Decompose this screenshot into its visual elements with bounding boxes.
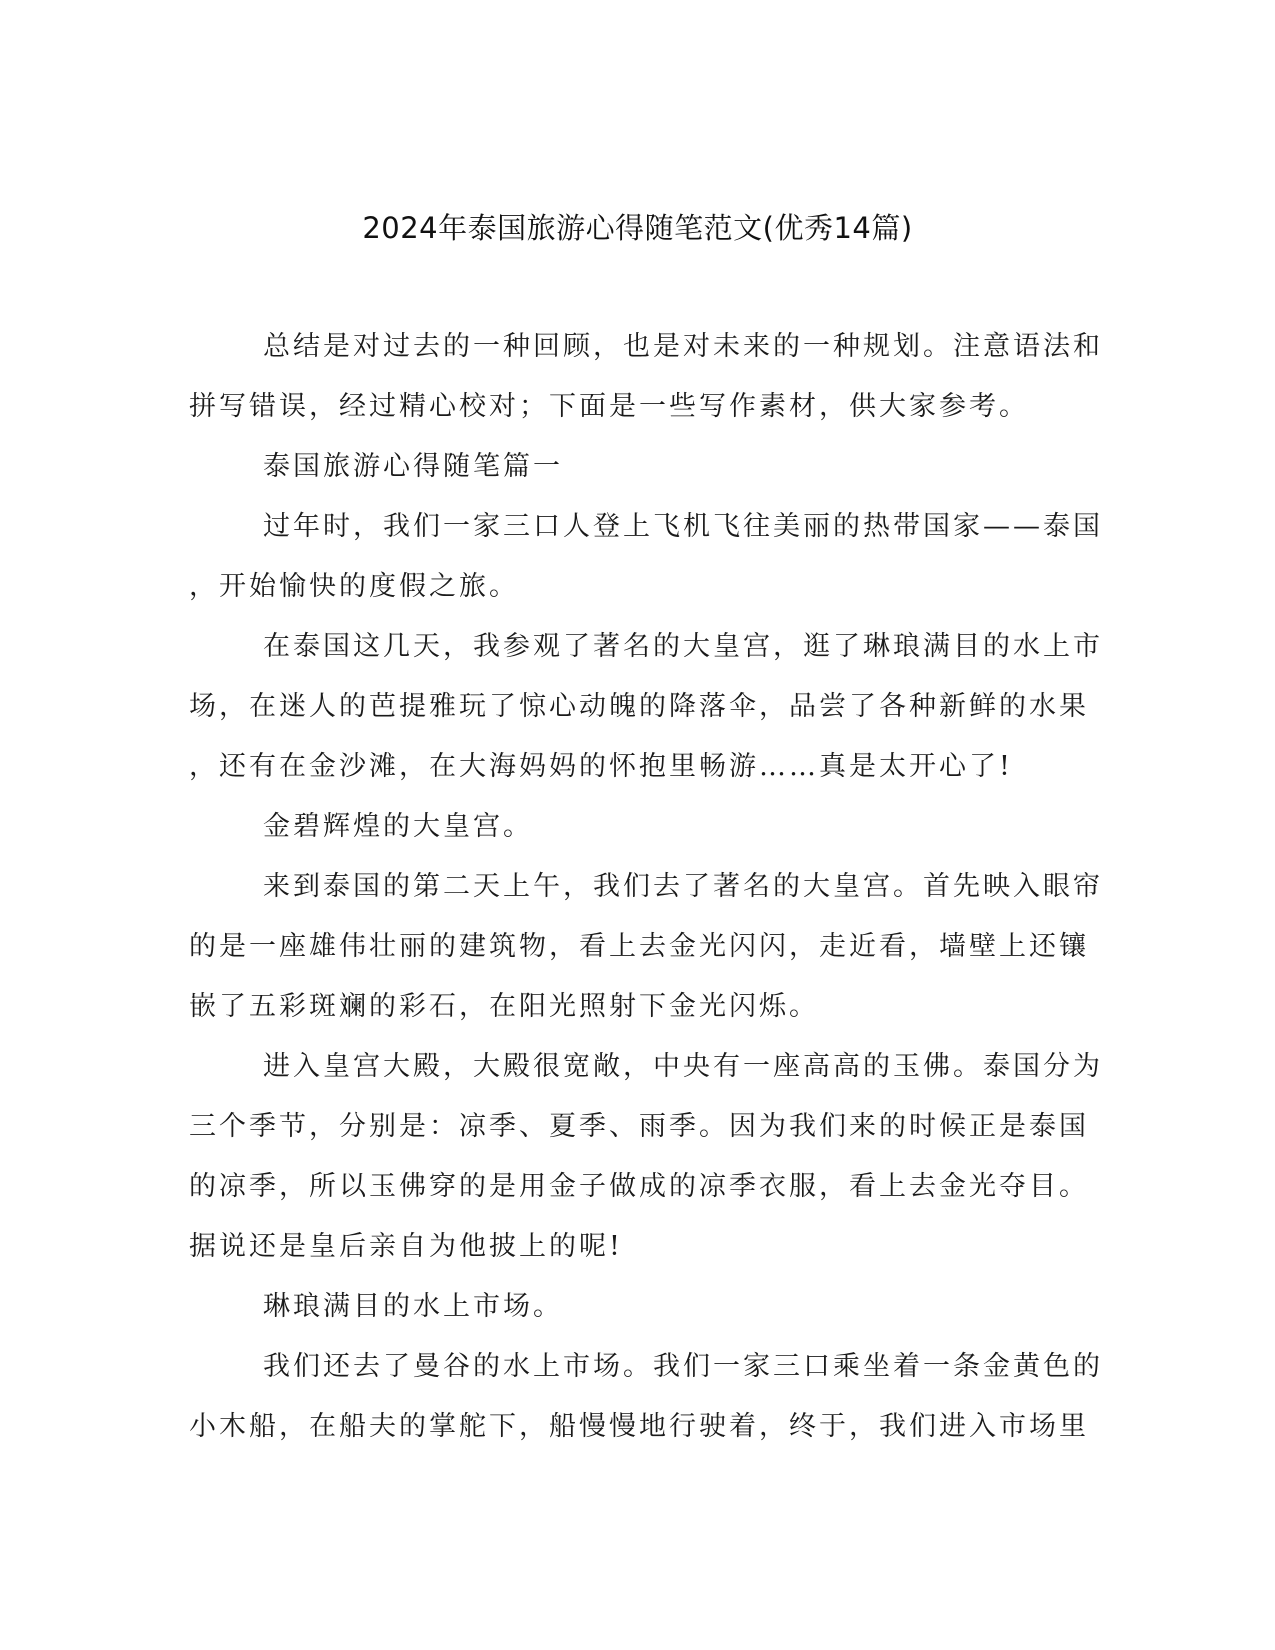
- text-line: 金碧辉煌的大皇宫。: [263, 811, 533, 842]
- text-line: ，还有在金沙滩，在大海妈妈的怀抱里畅游……真是太开心了!: [189, 751, 1013, 782]
- text-line: 我们还去了曼谷的水上市场。我们一家三口乘坐着一条金黄色的: [263, 1351, 1103, 1382]
- text-line: 总结是对过去的一种回顾，也是对未来的一种规划。注意语法和: [263, 331, 1103, 362]
- text-line: 来到泰国的第二天上午，我们去了著名的大皇宫。首先映入眼帘: [263, 871, 1103, 902]
- text-line: ，开始愉快的度假之旅。: [189, 571, 519, 602]
- text-line: 琳琅满目的水上市场。: [263, 1291, 563, 1322]
- text-line: 的是一座雄伟壮丽的建筑物，看上去金光闪闪，走近看，墙壁上还镶: [189, 931, 1089, 962]
- text-line: 嵌了五彩斑斓的彩石，在阳光照射下金光闪烁。: [189, 991, 819, 1022]
- document-title: 2024年泰国旅游心得随笔范文(优秀14篇): [362, 211, 913, 245]
- text-line: 三个季节，分别是：凉季、夏季、雨季。因为我们来的时候正是泰国: [189, 1111, 1089, 1142]
- text-line: 过年时，我们一家三口人登上飞机飞往美丽的热带国家——泰国: [263, 511, 1103, 542]
- text-line: 拼写错误，经过精心校对；下面是一些写作素材，供大家参考。: [189, 391, 1029, 422]
- text-line: 进入皇宫大殿，大殿很宽敞，中央有一座高高的玉佛。泰国分为: [263, 1051, 1103, 1082]
- text-line: 小木船，在船夫的掌舵下，船慢慢地行驶着，终于，我们进入市场里: [189, 1411, 1089, 1442]
- text-line: 的凉季，所以玉佛穿的是用金子做成的凉季衣服，看上去金光夺目。: [189, 1171, 1089, 1202]
- text-line: 在泰国这几天，我参观了著名的大皇宫，逛了琳琅满目的水上市: [263, 631, 1103, 662]
- text-line: 据说还是皇后亲自为他披上的呢!: [189, 1231, 623, 1262]
- text-line: 场，在迷人的芭提雅玩了惊心动魄的降落伞，品尝了各种新鲜的水果: [189, 691, 1089, 722]
- document-body: [189, 330, 1103, 1470]
- text-line: 泰国旅游心得随笔篇一: [263, 451, 563, 482]
